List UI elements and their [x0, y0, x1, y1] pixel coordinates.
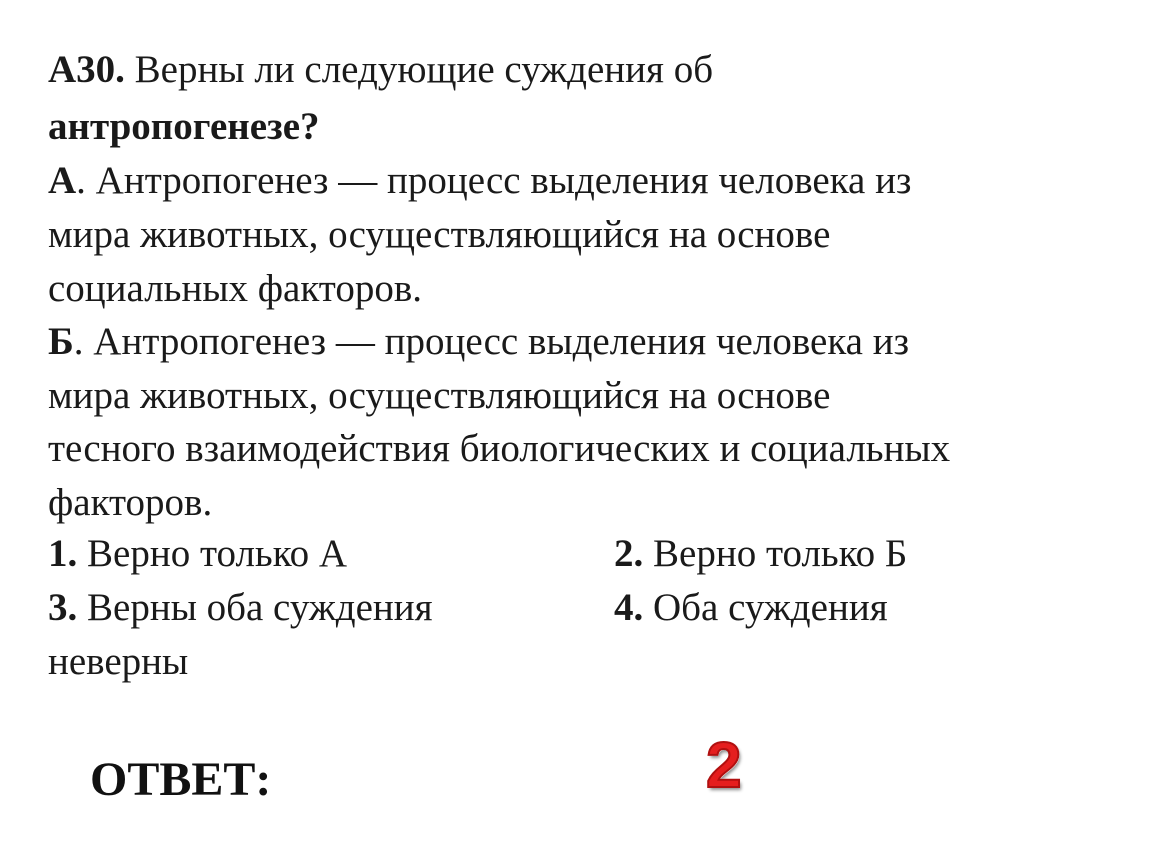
- question-topic: антропогенезе?: [48, 105, 320, 148]
- answer-label: ОТВЕТ:: [90, 753, 272, 806]
- option-4: 4. Оба суждения: [614, 586, 888, 629]
- option-1: 1. Верно только А: [48, 532, 348, 575]
- statement-b-line4: факторов.: [48, 481, 213, 524]
- statement-b-letter: Б: [48, 320, 74, 363]
- answer-value: 2: [706, 729, 742, 801]
- question-header: [48, 46, 713, 94]
- option-4-continued: неверны: [48, 640, 189, 683]
- question-number: А30.: [48, 48, 125, 91]
- statement-a-line2: мира животных, осуществляющийся на основе: [48, 213, 831, 256]
- statement-b-line2: мира животных, осуществляющийся на основе: [48, 374, 831, 417]
- statement-a-line3: социальных факторов.: [48, 267, 422, 310]
- statement-a-line1: А. Антропогенез — процесс выделения человека из: [48, 159, 912, 202]
- statement-a-letter: А: [48, 159, 77, 202]
- question-prompt: Верны ли следующие суждения об: [134, 48, 714, 91]
- option-2: 2. Верно только Б: [614, 532, 908, 575]
- statement-b-line3: тесного взаимодействия биологических и социальных: [48, 427, 951, 470]
- statement-b-line1: Б. Антропогенез — процесс выделения человека из: [48, 320, 910, 363]
- option-3: 3. Верны оба суждения: [48, 586, 433, 629]
